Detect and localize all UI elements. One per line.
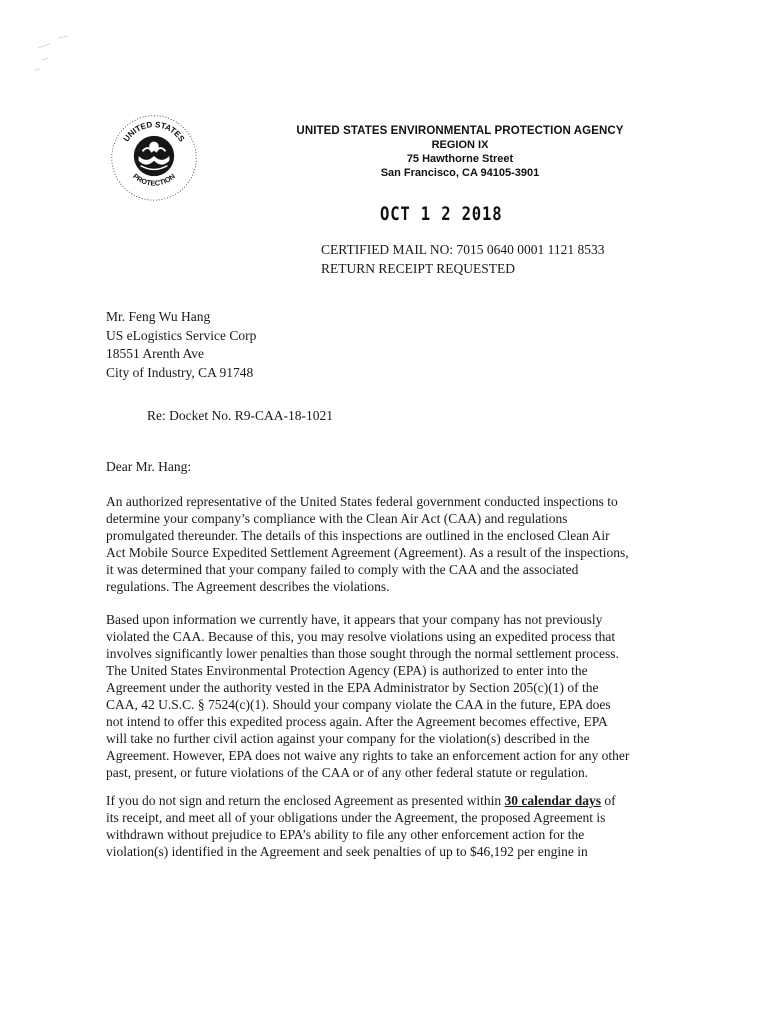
region-label: REGION IX [431, 139, 489, 151]
recipient-city: City of Industry, CA 91748 [106, 364, 254, 380]
paragraph-line: it was determined that your company failed to comply with the CAA and the associated [106, 562, 579, 577]
return-receipt-label: RETURN RECEIPT REQUESTED [321, 261, 516, 276]
paragraph-line: violated the CAA. Because of this, you may resolve violations using an expedited process that [106, 629, 616, 644]
seal-bottom-text: PROTECTION [131, 171, 177, 188]
epa-seal-icon [106, 108, 202, 204]
paragraph-line: will take no further civil action against your company for the violation(s) described in the [106, 731, 590, 746]
paragraph-line: involves significantly lower penalties than those sought through the normal settlement process. [106, 646, 619, 661]
paragraph-line: not intend to offer this expedited process again. After the Agreement becomes effective, EPA [106, 714, 608, 729]
agency-city: San Francisco, CA 94105-3901 [380, 167, 540, 179]
deadline-emphasis: 30 calendar days [504, 793, 602, 808]
deadline-text-before: If you do not sign and return the enclosed Agreement as presented within [106, 793, 505, 808]
scan-speck-mark [28, 30, 88, 80]
paragraph-line: Act Mobile Source Expedited Settlement Agreement (Agreement). As a result of the inspections, [106, 545, 629, 560]
recipient-company: US eLogistics Service Corp [106, 327, 257, 343]
paragraph-inspections [106, 493, 662, 595]
agency-street: 75 Hawthorne Street [406, 153, 514, 165]
salutation: Dear Mr. Hang: [106, 459, 192, 474]
paragraph-deadline [106, 792, 662, 860]
paragraph-line: withdrawn without prejudice to EPA’s ability to file any other enforcement action for the [106, 827, 585, 842]
date-stamp: OCT 1 2 2018 [380, 203, 503, 225]
letterhead [240, 124, 680, 180]
agency-name: UNITED STATES ENVIRONMENTAL PROTECTION AGENCY [296, 125, 624, 137]
paragraph-line [106, 792, 662, 809]
paragraph-line: Agreement under the authority vested in the EPA Administrator by Section 205(c)(1) of the [106, 680, 599, 695]
paragraph-line: its receipt, and meet all of your obligations under the Agreement, the proposed Agreement is [106, 810, 606, 825]
seal-top-text: UNITED STATES [121, 120, 187, 144]
paragraph-line: violation(s) identified in the Agreement and seek penalties of up to $46,192 per engine in [106, 844, 588, 859]
paragraph-line: The United States Environmental Protection Agency (EPA) is authorized to enter into the [106, 663, 588, 678]
paragraph-line: regulations. The Agreement describes the violations. [106, 579, 390, 594]
paragraph-line: Based upon information we currently have, it appears that your company has not previously [106, 612, 603, 627]
paragraph-expedited-process [106, 611, 662, 781]
paragraph-line: CAA, 42 U.S.C. § 7524(c)(1). Should your company violate the CAA in the future, EPA does [106, 697, 611, 712]
paragraph-line: promulgated thereunder. The details of this inspections are outlined in the enclosed Clean Air [106, 528, 610, 543]
recipient-name: Mr. Feng Wu Hang [106, 309, 211, 324]
paragraph-line: past, present, or future violations of the CAA or of any other federal statute or regulation. [106, 765, 589, 780]
recipient-street: 18551 Arenth Ave [106, 346, 204, 361]
paragraph-line: determine your company’s compliance with the Clean Air Act (CAA) and regulations [106, 511, 568, 526]
paragraph-line: An authorized representative of the United States federal government conducted inspections to [106, 494, 618, 509]
paragraph-line: Agreement. However, EPA does not waive any rights to take an enforcement action for any other [106, 748, 630, 763]
recipient-address [106, 308, 256, 382]
docket-reference: Re: Docket No. R9-CAA-18-1021 [147, 408, 333, 423]
certified-mail-number: CERTIFIED MAIL NO: 7015 0640 0001 1121 8533 [321, 242, 605, 257]
deadline-text-after: of [601, 793, 616, 808]
certified-mail-block [321, 240, 605, 278]
